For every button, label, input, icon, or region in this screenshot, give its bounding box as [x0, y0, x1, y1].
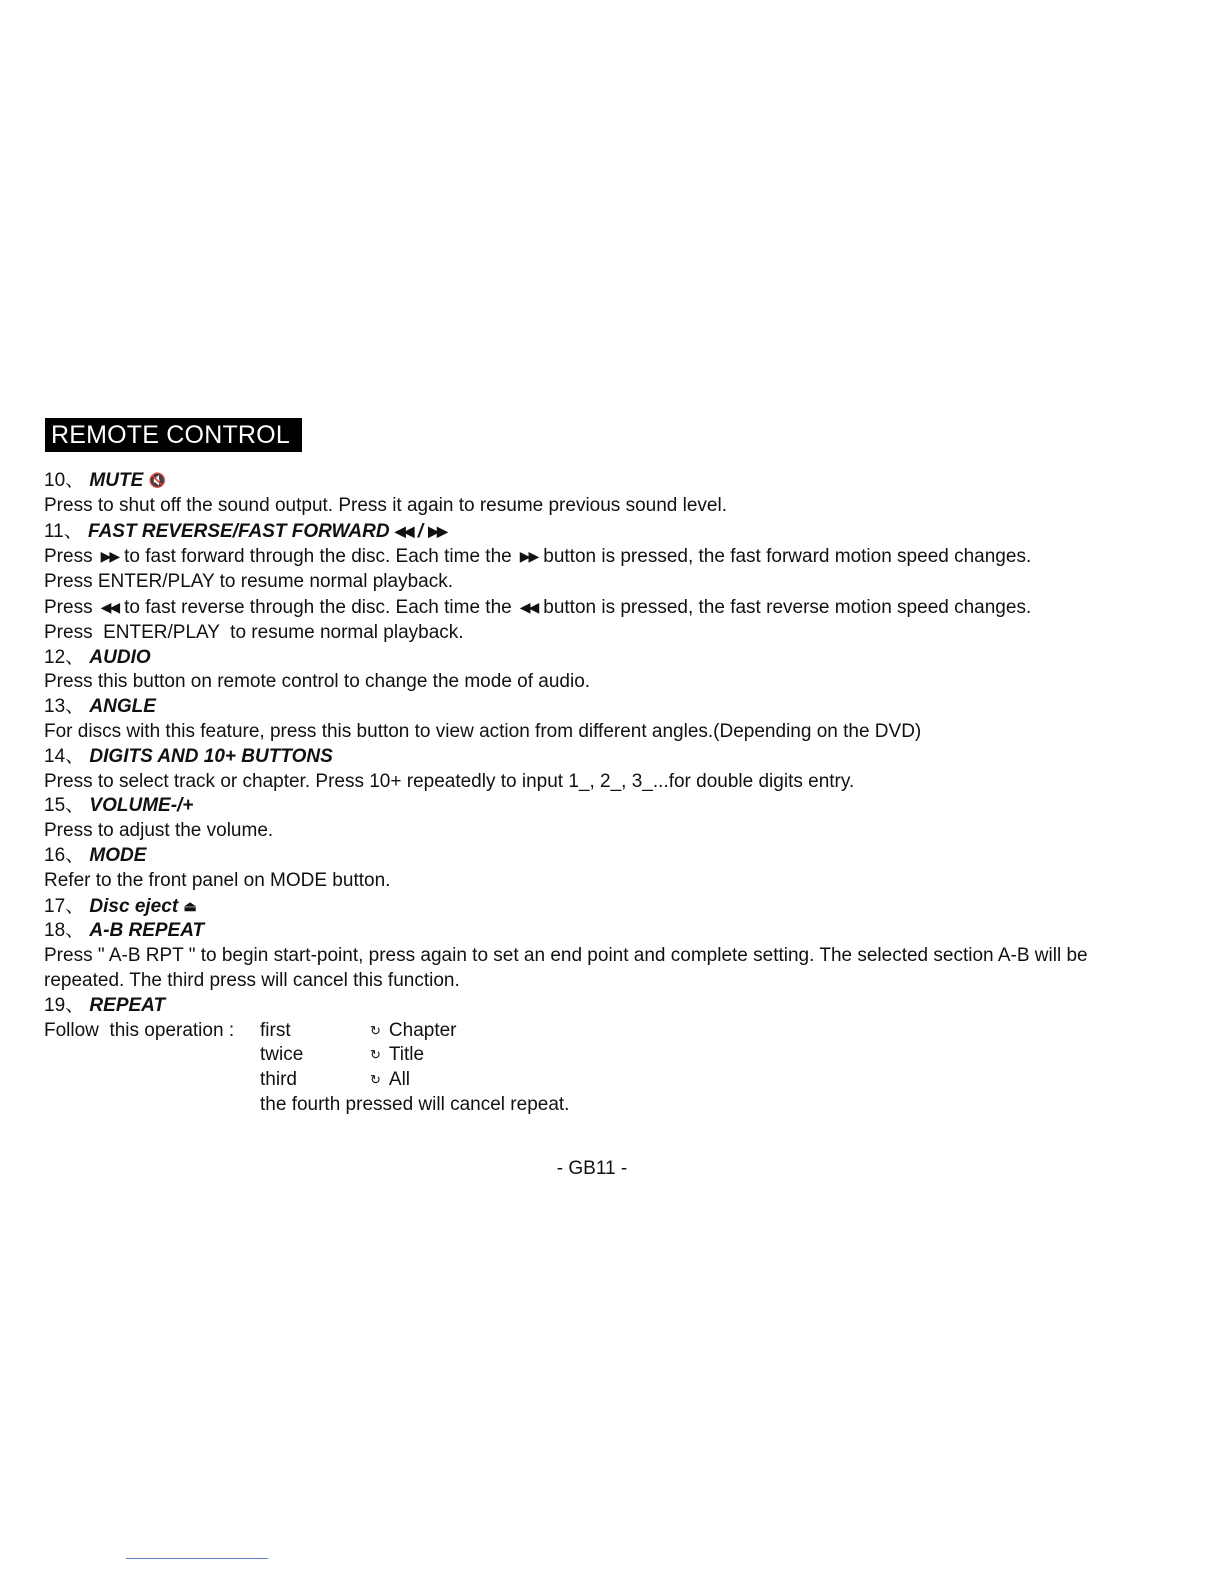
repeat-icon: ↻ [370, 1047, 381, 1063]
item-heading-mode: 16、 MODE [44, 844, 147, 866]
repeat-icon: ↻ [370, 1022, 381, 1038]
fast-forward-resume: Press ENTER/PLAY to resume normal playback. [44, 571, 454, 593]
ab-repeat-text: Press " A-B RPT " to begin start-point, press again to set an end point and complete setting. The selected section A-B will be repeated. The third press will cancel this function. [44, 945, 1088, 991]
item-heading-mute: 10、 MUTE 🔇 [44, 470, 164, 491]
repeat-result: ↻ Title [370, 1044, 425, 1066]
repeat-result: ↻ Chapter [370, 1019, 457, 1041]
item-heading-angle: 13、 ANGLE [44, 696, 156, 718]
item-heading-volume: 15、 VOLUME-/+ [44, 795, 194, 817]
angle-text: For discs with this feature, press this button to view action from different angles.(Depending on the DVD) [44, 720, 922, 742]
section-banner: REMOTE CONTROL [45, 418, 302, 452]
mute-icon: 🔇 [148, 472, 164, 488]
audio-text: Press this button on remote control to change the mode of audio. [44, 671, 591, 693]
fast-reverse-resume: Press ENTER/PLAY to resume normal playback. [44, 621, 464, 643]
fast-reverse-text: Press ◀◀ to fast reverse through the disc. Each time the ◀◀ button is pressed, the fast reverse motion speed changes. [44, 596, 1032, 618]
digits-text: Press to select track or chapter. Press 10+ repeatedly to input 1_, 2_, 3_...for double digits entry. [44, 770, 855, 792]
fast-forward-icon: ▶▶ [428, 522, 446, 539]
mode-text: Refer to the front panel on MODE button. [44, 869, 391, 891]
item-heading-ab-repeat: 18、 A-B REPEAT [44, 920, 205, 942]
volume-text: Press to adjust the volume. [44, 820, 274, 842]
decorative-line [126, 1558, 268, 1559]
item-heading-repeat: 19、 REPEAT [44, 994, 166, 1016]
eject-icon: ⏏ [183, 897, 195, 914]
fast-forward-text: Press ▶▶ to fast forward through the disc. Each time the ▶▶ button is pressed, the fast forward motion speed changes. [44, 546, 1032, 568]
repeat-press: first [260, 1019, 291, 1041]
item-heading-audio: 12、 AUDIO [44, 646, 151, 668]
rewind-icon: ◀◀ [519, 598, 538, 615]
repeat-press: twice [260, 1044, 304, 1066]
page-number: - GB11 - [556, 1158, 628, 1179]
item-heading-digits: 14、 DIGITS AND 10+ BUTTONS [44, 745, 333, 767]
repeat-cancel-text: the fourth pressed will cancel repeat. [260, 1093, 570, 1115]
repeat-icon: ↻ [370, 1072, 381, 1088]
repeat-table [44, 1019, 1194, 1118]
repeat-press: third [260, 1069, 297, 1091]
manual-content [44, 468, 1194, 1118]
fast-forward-icon: ▶▶ [519, 548, 538, 565]
item-heading-eject: 17、 Disc eject ⏏ [44, 895, 195, 917]
fast-forward-icon: ▶▶ [100, 548, 119, 565]
item-heading-fast: 11、 FAST REVERSE/FAST FORWARD ◀◀ / ▶▶ [44, 520, 446, 542]
repeat-result: ↻ All [370, 1069, 411, 1091]
repeat-intro: Follow this operation : [44, 1019, 235, 1041]
rewind-icon: ◀◀ [394, 522, 413, 539]
rewind-icon: ◀◀ [100, 598, 119, 615]
mute-text: Press to shut off the sound output. Press it again to resume previous sound level. [44, 494, 727, 516]
